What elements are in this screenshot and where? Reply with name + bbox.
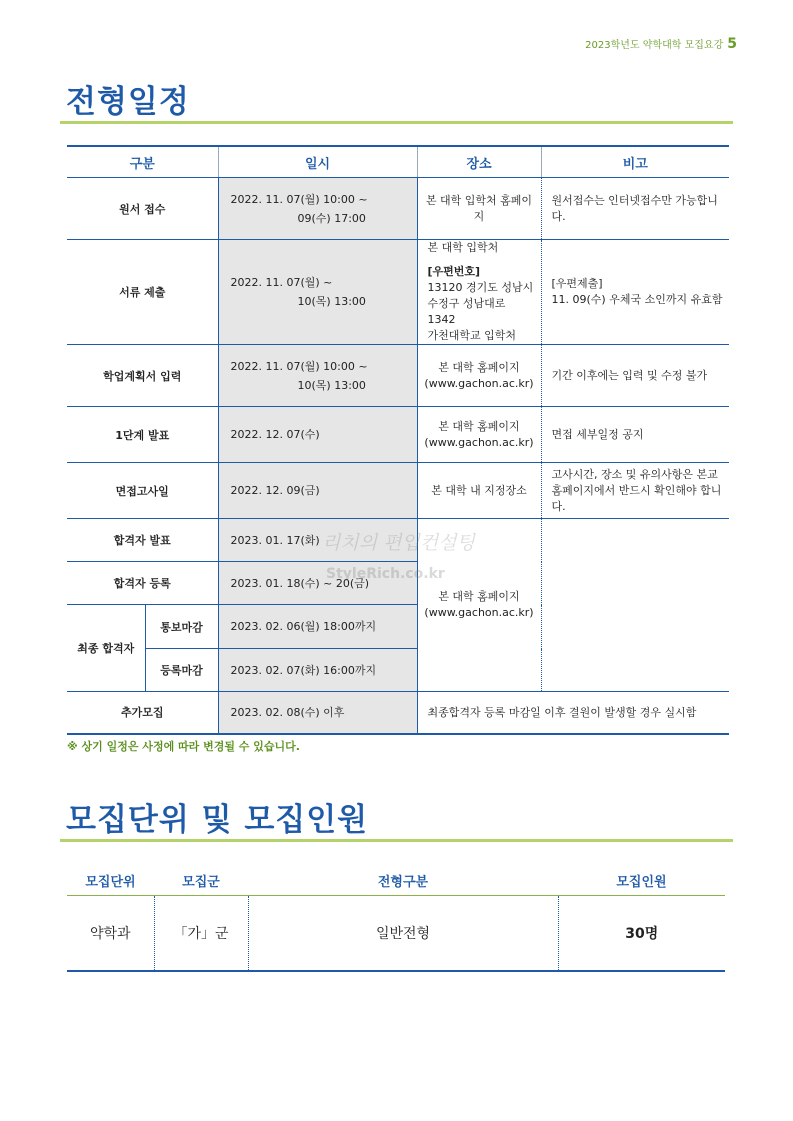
row-date	[218, 345, 417, 407]
footnote: ※ 상기 일정은 사정에 따라 변경될 수 있습니다.	[67, 740, 300, 753]
location-line: 가천대학교 입학처	[427, 329, 517, 342]
row-category: 면접고사일	[67, 463, 218, 519]
table-row	[67, 896, 725, 972]
recruit-header-row	[67, 865, 725, 896]
row-location	[417, 407, 541, 463]
recruit-type: 일반전형	[248, 896, 558, 972]
title-rule	[60, 839, 733, 842]
date-line: 10(목) 13:00	[297, 378, 366, 392]
row-date: 2023. 02. 06(월) 18:00까지	[218, 605, 417, 649]
schedule-table	[67, 145, 729, 735]
location-line: (www.gachon.ac.kr)	[424, 435, 534, 449]
row-note: 최종합격자 등록 마감일 이후 결원이 발생할 경우 실시함	[417, 692, 729, 734]
page-number: 5	[727, 36, 737, 52]
row-location	[417, 345, 541, 407]
note-line: 고사시간, 장소 및 유의사항은 본교	[551, 467, 718, 481]
watermark-text: 리치의 편입컨설팅	[322, 532, 475, 554]
title-rule	[60, 121, 733, 124]
location-line: 수정구 성남대로 1342	[427, 297, 506, 326]
date-line: 10(목) 13:00	[297, 295, 366, 308]
col-header: 모집인원	[558, 865, 725, 896]
col-header: 전형구분	[248, 865, 558, 896]
watermark-url: StyleRich.co.kr	[326, 566, 445, 582]
location-line: 본 대학 홈페이지	[438, 419, 520, 433]
row-note: 면접 세부일정 공지	[541, 407, 729, 463]
header-title: 2023학년도 약학대학 모집요강	[585, 40, 724, 51]
row-note	[541, 463, 729, 519]
row-category: 합격자 등록	[67, 562, 218, 605]
table-row	[67, 240, 729, 345]
row-date: 2023. 02. 07(화) 16:00까지	[218, 649, 417, 692]
row-date: 2023. 01. 17(화)	[218, 519, 417, 562]
row-note	[541, 519, 729, 692]
row-category: 원서 접수	[67, 178, 218, 240]
recruitment-table	[67, 865, 725, 972]
note-line: 홈페이지에서 반드시 확인해야 합니다.	[551, 483, 722, 513]
col-header: 장소	[417, 146, 541, 178]
section-title-recruitment: 모집단위 및 모집인원	[66, 802, 369, 838]
table-row	[67, 463, 729, 519]
row-note	[541, 240, 729, 345]
date-line: 2022. 11. 07(월) ~	[230, 276, 333, 289]
location-line: (www.gachon.ac.kr)	[424, 606, 534, 619]
note-line: [우편제출]	[551, 277, 603, 290]
date-line: 2022. 11. 07(월) 10:00 ~	[230, 359, 368, 373]
row-category: 1단계 발표	[67, 407, 218, 463]
row-date: 2023. 01. 18(수) ~ 20(금)	[218, 562, 417, 605]
note-line: 11. 09(수) 우체국 소인까지 유효함	[551, 293, 723, 306]
table-row	[67, 345, 729, 407]
row-category: 서류 제출	[67, 240, 218, 345]
row-location: 본 대학 내 지정장소	[417, 463, 541, 519]
col-header: 비고	[541, 146, 729, 178]
row-date: 2022. 12. 07(수)	[218, 407, 417, 463]
date-line: 2022. 11. 07(월) 10:00 ~	[230, 192, 368, 206]
row-date: 2022. 12. 09(금)	[218, 463, 417, 519]
table-row	[67, 407, 729, 463]
location-line: 본 대학 홈페이지	[438, 590, 520, 603]
location-line: 13120 경기도 성남시	[427, 281, 534, 294]
row-subcategory: 통보마감	[145, 605, 218, 649]
row-date	[218, 178, 417, 240]
row-date: 2023. 02. 08(수) 이후	[218, 692, 417, 734]
row-date	[218, 240, 417, 345]
recruit-unit: 약학과	[67, 896, 154, 972]
location-line: 본 대학 입학처	[427, 241, 499, 254]
page-header	[585, 36, 737, 52]
section-title-schedule: 전형일정	[66, 84, 190, 120]
col-header: 구분	[67, 146, 218, 178]
schedule-header-row	[67, 146, 729, 178]
col-header: 일시	[218, 146, 417, 178]
row-note: 기간 이후에는 입력 및 수정 불가	[541, 345, 729, 407]
location-line: (www.gachon.ac.kr)	[424, 376, 534, 390]
location-line: [우편번호]	[427, 265, 481, 278]
row-location	[417, 240, 541, 345]
recruit-group: 「가」군	[154, 896, 248, 972]
location-line: 본 대학 홈페이지	[438, 360, 520, 374]
date-line: 09(수) 17:00	[297, 211, 366, 225]
row-category: 합격자 발표	[67, 519, 218, 562]
row-subcategory: 등록마감	[145, 649, 218, 692]
row-category: 학업계획서 입력	[67, 345, 218, 407]
row-category: 최종 합격자	[67, 605, 145, 692]
row-location: 본 대학 입학처 홈페이지	[417, 178, 541, 240]
col-header: 모집단위	[67, 865, 154, 896]
col-header: 모집군	[154, 865, 248, 896]
table-row	[67, 692, 729, 734]
row-category: 추가모집	[67, 692, 218, 734]
row-note: 원서접수는 인터넷접수만 가능합니다.	[541, 178, 729, 240]
recruit-count: 30명	[558, 896, 725, 972]
table-row	[67, 178, 729, 240]
